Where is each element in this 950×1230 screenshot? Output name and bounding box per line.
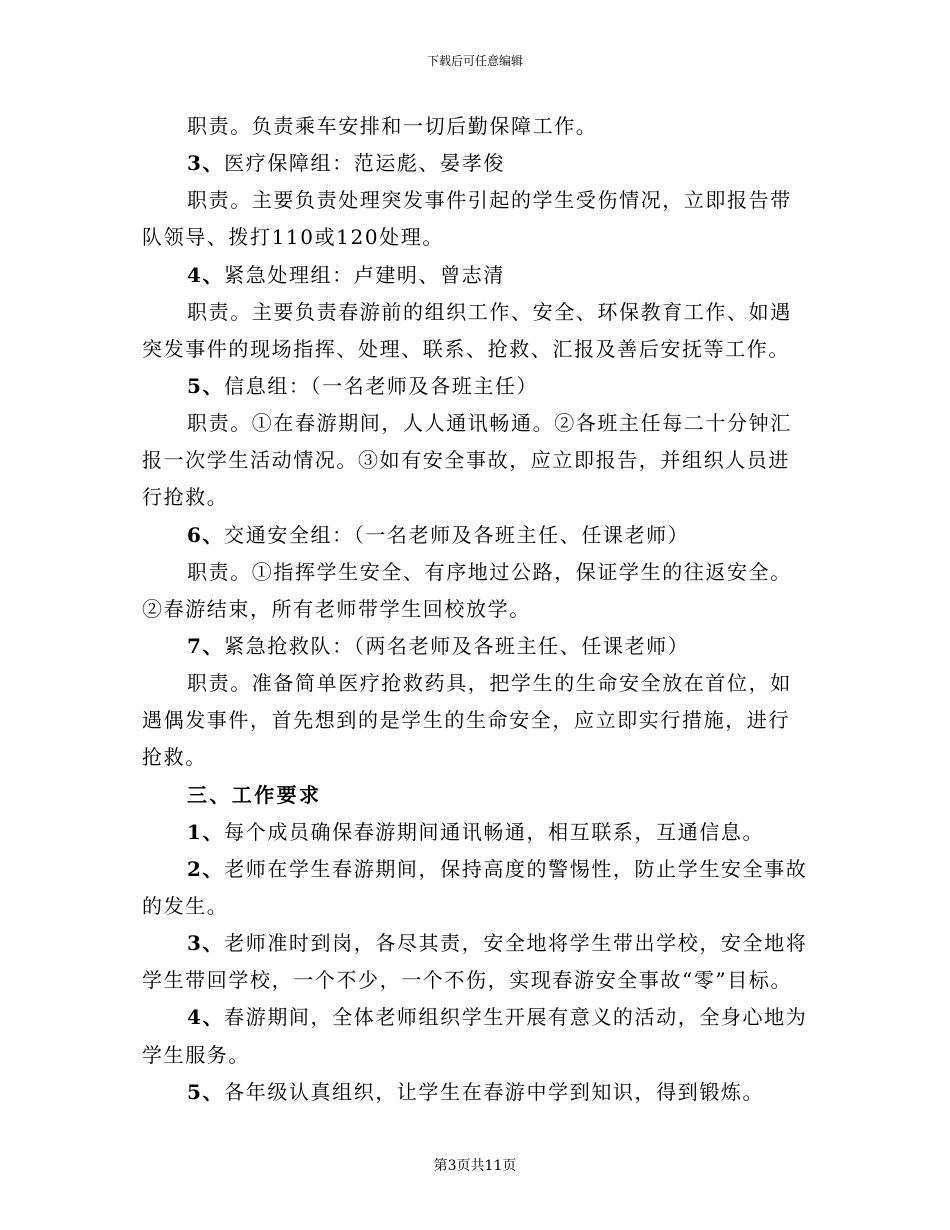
page-footer: 第3页共11页: [433, 1158, 517, 1174]
item-number: 5、: [187, 373, 225, 398]
chapter-heading: 三、工作要求: [187, 782, 322, 807]
list-item: 3、老师准时到岗，各尽其责，安全地将学生带出学校，安全地将: [187, 931, 808, 956]
paragraph-line: ②春游结束，所有老师带学生回校放学。: [142, 596, 531, 621]
section-heading: 5、信息组：（一名老师及各班主任）: [187, 373, 539, 398]
paragraph-line: 学生服务。: [142, 1042, 250, 1067]
section-heading: 6、交通安全组：（一名老师及各班主任、任课老师）: [187, 522, 690, 547]
list-item: 4、春游期间，全体老师组织学生开展有意义的活动，全身心地为: [187, 1005, 808, 1030]
list-item: 2、老师在学生春游期间，保持高度的警惕性，防止学生安全事故: [187, 856, 808, 881]
item-number: 4、: [187, 262, 225, 287]
paragraph-line: 职责。主要负责处理突发事件引起的学生受伤情况，立即报告带: [187, 188, 792, 213]
paragraph-line: 学生带回学校，一个不少，一个不伤，实现春游安全事故“零”目标。: [142, 968, 793, 993]
paragraph-line: 职责。①指挥学生安全、有序地过公路，保证学生的往返安全。: [187, 559, 792, 584]
paragraph-line: 职责。①在春游期间，人人通讯畅通。②各班主任每二十分钟汇: [187, 411, 792, 436]
item-number: 1、: [187, 819, 225, 844]
paragraph-line: 职责。准备简单医疗抢救药具，把学生的生命安全放在首位，如: [187, 671, 792, 696]
paragraph-line: 职责。负责乘车安排和一切后勤保障工作。: [187, 114, 598, 138]
item-number: 5、: [187, 1079, 225, 1104]
paragraph-line: 行抢救。: [142, 485, 229, 510]
paragraph-line: 队领导、拨打110或120处理。: [142, 225, 444, 250]
item-number: 7、: [187, 633, 225, 658]
section-heading: 4、紧急处理组：卢建明、曾志清: [187, 262, 505, 287]
item-number: 3、: [187, 151, 225, 176]
section-heading: 3、医疗保障组：范运彪、晏孝俊: [187, 151, 505, 176]
paragraph-line: 遇偶发事件，首先想到的是学生的生命安全，应立即实行措施，进行: [142, 708, 790, 733]
section-heading: 7、紧急抢救队：（两名老师及各班主任、任课老师）: [187, 633, 690, 658]
paragraph-line: 抢救。: [142, 745, 207, 770]
page-header: 下载后可任意编辑: [426, 54, 523, 68]
paragraph-line: 的发生。: [142, 893, 229, 918]
item-number: 3、: [187, 931, 225, 956]
paragraph-line: 报一次学生活动情况。③如有安全事故，应立即报告，并组织人员进: [142, 448, 790, 473]
item-number: 2、: [187, 856, 225, 881]
paragraph-line: 职责。主要负责春游前的组织工作、安全、环保教育工作、如遇: [187, 299, 792, 324]
list-item: 5、各年级认真组织，让学生在春游中学到知识，得到锻炼。: [187, 1079, 765, 1104]
item-number: 4、: [187, 1005, 225, 1030]
list-item: 1、每个成员确保春游期间通讯畅通，相互联系，互通信息。: [187, 819, 765, 844]
item-number: 6、: [187, 522, 225, 547]
document-body: [142, 108, 812, 1111]
paragraph-line: 突发事件的现场指挥、处理、联系、抢救、汇报及善后安抚等工作。: [142, 336, 790, 361]
